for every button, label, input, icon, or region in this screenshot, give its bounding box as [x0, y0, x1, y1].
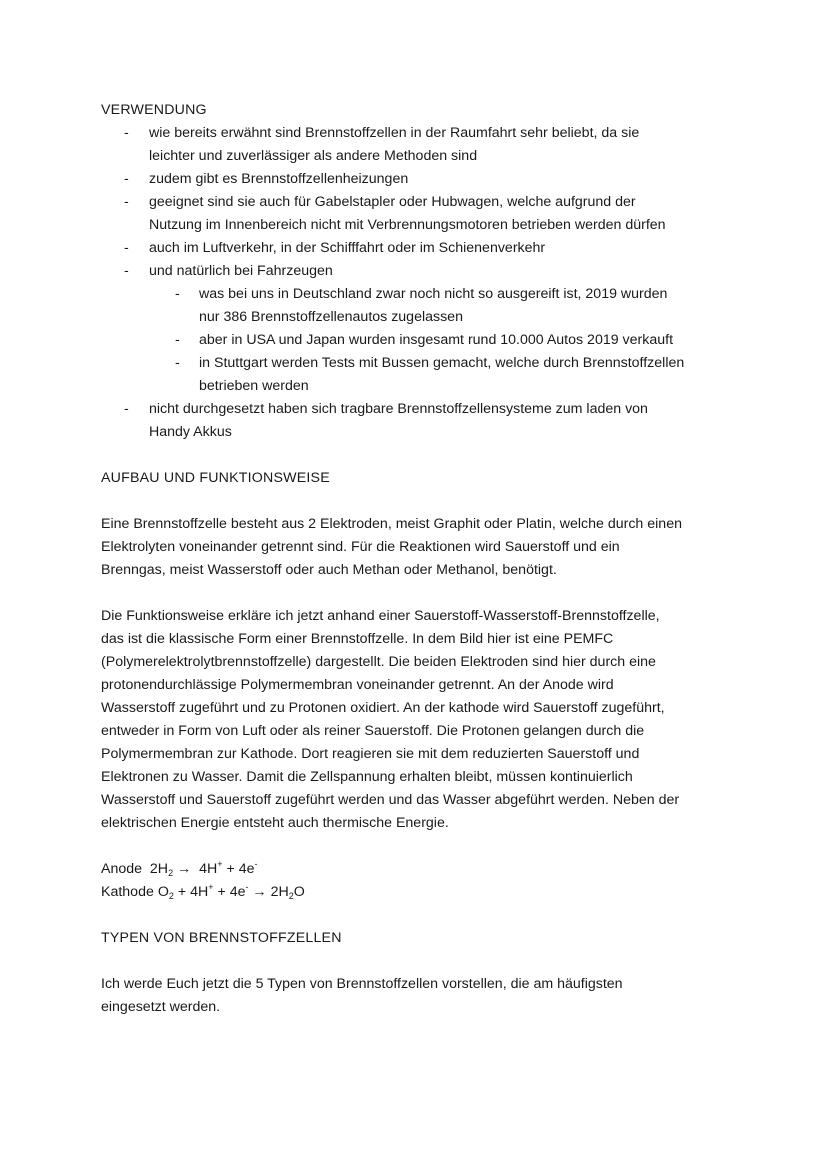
list-item-line: geeignet sind sie auch für Gabelstapler oder Hubwagen, welche aufgrund der [149, 194, 636, 210]
paragraph-line: entweder in Form von Luft oder als reiner Sauerstoff. Die Protonen gelangen durch die [101, 723, 645, 739]
sub-bullet-dash: - [175, 355, 180, 371]
paragraph-line: Ich werde Euch jetzt die 5 Typen von Brennstoffzellen vorstellen, die am häufigsten [101, 976, 623, 992]
bullet-dash: - [124, 171, 129, 187]
sub-list-item-line: aber in USA und Japan wurden insgesamt rund 10.000 Autos 2019 verkauft [199, 332, 674, 348]
heading-verwendung: VERWENDUNG [101, 102, 207, 118]
bullet-dash: - [124, 401, 129, 417]
paragraph-line: Eine Brennstoffzelle besteht aus 2 Elektroden, meist Graphit oder Platin, welche durch einen [101, 516, 682, 532]
paragraph-line: Brenngas, meist Wasserstoff oder auch Methan oder Methanol, benötigt. [101, 562, 557, 578]
heading-typen: TYPEN VON BRENNSTOFFZELLEN [101, 930, 342, 946]
paragraph-line: protonendurchlässige Polymermembran voneinander getrennt. An der Anode wird [101, 677, 614, 693]
list-item-line: leichter und zuverlässiger als andere Methoden sind [149, 148, 478, 164]
paragraph-line: Wasserstoff zugeführt und zu Protonen oxidiert. An der kathode wird Sauerstoff zugeführt, [101, 700, 665, 716]
list-item-line: auch im Luftverkehr, in der Schifffahrt oder im Schienenverkehr [149, 240, 546, 256]
paragraph-line: Elektrolyten voneinander getrennt sind. Für die Reaktionen wird Sauerstoff und ein [101, 539, 620, 555]
list-item-line: zudem gibt es Brennstoffzellenheizungen [149, 171, 409, 187]
sub-list-item-line: was bei uns in Deutschland zwar noch nicht so ausgereift ist, 2019 wurden [199, 286, 668, 302]
list-item-line: wie bereits erwähnt sind Brennstoffzellen in der Raumfahrt sehr beliebt, da sie [149, 125, 640, 141]
reaction-arrow-icon: → [252, 884, 267, 900]
paragraph-line: (Polymerelektrolytbrennstoffzelle) dargestellt. Die beiden Elektroden sind hier durch eine [101, 654, 656, 670]
sub-bullet-dash: - [175, 286, 180, 302]
bullet-dash: - [124, 125, 129, 141]
list-item-line: Nutzung im Innenbereich nicht mit Verbrennungsmotoren betrieben werden dürfen [149, 217, 666, 233]
anode-equation: Anode $2H_2 \to 4H^+ + 4e^-$ [101, 859, 258, 878]
paragraph-line: elektrischen Energie entsteht auch thermische Energie. [101, 815, 449, 831]
kathode-equation: Kathode $O_2 + 4H^+ + 4e^- \to 2H_2O$ [101, 882, 305, 901]
list-item-line: Handy Akkus [149, 424, 232, 440]
bullet-dash: - [124, 194, 129, 210]
heading-aufbau: AUFBAU UND FUNKTIONSWEISE [101, 470, 330, 486]
paragraph-line: Die Funktionsweise erkläre ich jetzt anhand einer Sauerstoff-Wasserstoff-Brennstoffzelle, [101, 608, 660, 624]
paragraph-line: Wasserstoff und Sauerstoff zugeführt werden und das Wasser abgeführt werden. Neben der [101, 792, 680, 808]
sub-list-item-line: nur 386 Brennstoffzellenautos zugelassen [199, 309, 463, 325]
list-item-line: nicht durchgesetzt haben sich tragbare Brennstoffzellensysteme zum laden von [149, 401, 648, 417]
kathode-label: Kathode [101, 884, 154, 900]
bullet-dash: - [124, 263, 129, 279]
paragraph-line: Elektronen zu Wasser. Damit die Zellspannung erhalten bleibt, müssen kontinuierlich [101, 769, 633, 785]
reaction-arrow-icon: → [177, 861, 192, 877]
sub-bullet-dash: - [175, 332, 180, 348]
bullet-dash: - [124, 240, 129, 256]
paragraph-line: das ist die klassische Form einer Brennstoffzelle. In dem Bild hier ist eine PEMFC [101, 631, 614, 647]
anode-label: Anode [101, 861, 143, 877]
sub-list-item-line: in Stuttgart werden Tests mit Bussen gemacht, welche durch Brennstoffzellen [199, 355, 685, 371]
paragraph-line: eingesetzt werden. [101, 999, 221, 1015]
paragraph-line: Polymermembran zur Kathode. Dort reagieren sie mit dem reduzierten Sauerstoff und [101, 746, 640, 762]
sub-list-item-line: betrieben werden [199, 378, 309, 394]
list-item-line: und natürlich bei Fahrzeugen [149, 263, 333, 279]
